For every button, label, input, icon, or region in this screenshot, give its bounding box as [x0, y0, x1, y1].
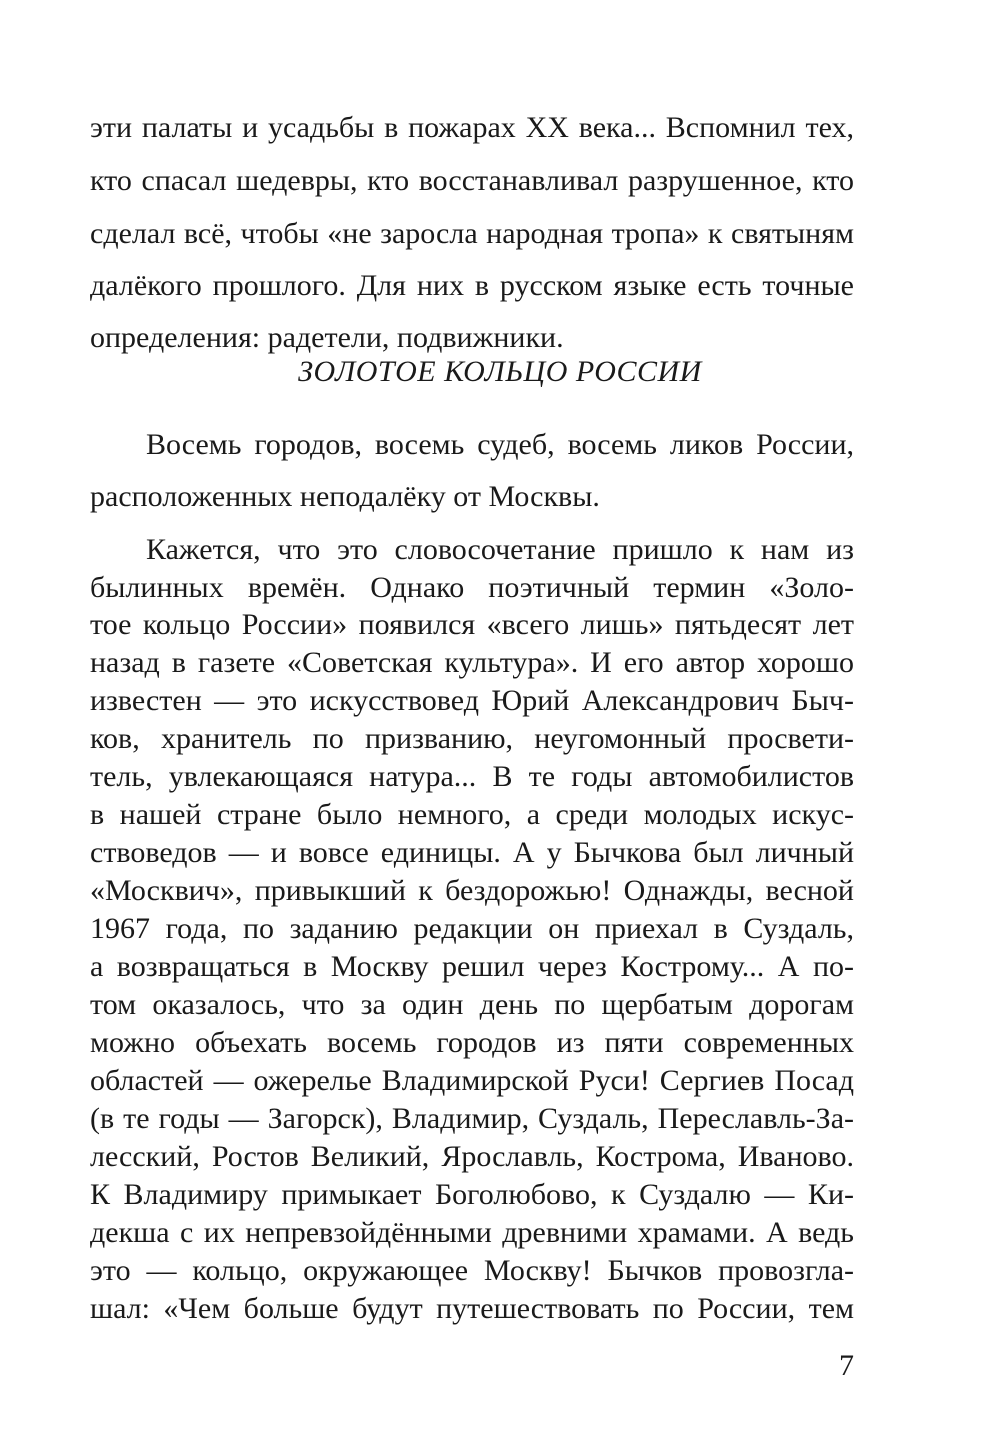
text-line: кто спасал шедевры, кто восстанавливал разрушенное, кто: [90, 164, 854, 197]
text-line: можно объехать восемь городов из пяти современных: [90, 1026, 854, 1059]
text-line: Кажется, что это словосочетание пришло к нам из: [146, 533, 854, 566]
text-line: это — кольцо, окружающее Москву! Бычков провозгла-: [90, 1254, 854, 1287]
text-line: известен — это искусствовед Юрий Александрович Быч-: [90, 684, 854, 717]
text-line: «Москвич», привыкший к бездорожью! Однажды, весной: [90, 874, 854, 907]
text-line: ков, хранитель по призванию, неугомонный просвети-: [90, 722, 854, 755]
section-heading: ЗОЛОТОЕ КОЛЬЦО РОССИИ: [298, 355, 702, 388]
text-line: назад в газете «Советская культура». И его автор хорошо: [90, 646, 854, 679]
text-line: 1967 года, по заданию редакции он приехал в Суздаль,: [90, 912, 854, 945]
text-line: в нашей стране было немного, а среди молодых искус-: [90, 798, 854, 831]
text-line: далёкого прошлого. Для них в русском языке есть точные: [90, 269, 854, 302]
text-line: эти палаты и усадьбы в пожарах XX века... Вспомнил тех,: [90, 111, 854, 144]
text-line: (в те годы — Загорск), Владимир, Суздаль, Переславль-За-: [90, 1102, 854, 1135]
text-line: том оказалось, что за один день по щербатым дорогам: [90, 988, 854, 1021]
text-line: Восемь городов, восемь судеб, восемь ликов России,: [146, 428, 854, 461]
text-line: К Владимиру примыкает Боголюбово, к Суздалю — Ки-: [90, 1178, 854, 1211]
text-line: тель, увлекающаяся натура... В те годы автомобилистов: [90, 760, 854, 793]
text-line: тое кольцо России» появился «всего лишь» пятьдесят лет: [90, 608, 854, 641]
text-line: былинных времён. Однако поэтичный термин «Золо-: [90, 571, 854, 604]
text-line: шал: «Чем больше будут путешествовать по России, тем: [90, 1292, 854, 1325]
text-line: расположенных неподалёку от Москвы.: [90, 480, 600, 513]
text-line: областей — ожерелье Владимирской Руси! Сергиев Посад: [90, 1064, 854, 1097]
text-line: сделал всё, чтобы «не заросла народная тропа» к святыням: [90, 217, 854, 250]
text-line: ствоведов — и вовсе единицы. А у Бычкова был личный: [90, 836, 854, 869]
text-line: определения: радетели, подвижники.: [90, 321, 564, 354]
page-number: 7: [839, 1349, 854, 1382]
text-line: лесский, Ростов Великий, Ярославль, Кострома, Иваново.: [90, 1140, 854, 1173]
text-line: декша с их непревзойдёнными древними храмами. А ведь: [90, 1216, 854, 1249]
text-line: а возвращаться в Москву решил через Кострому... А по-: [90, 950, 854, 983]
